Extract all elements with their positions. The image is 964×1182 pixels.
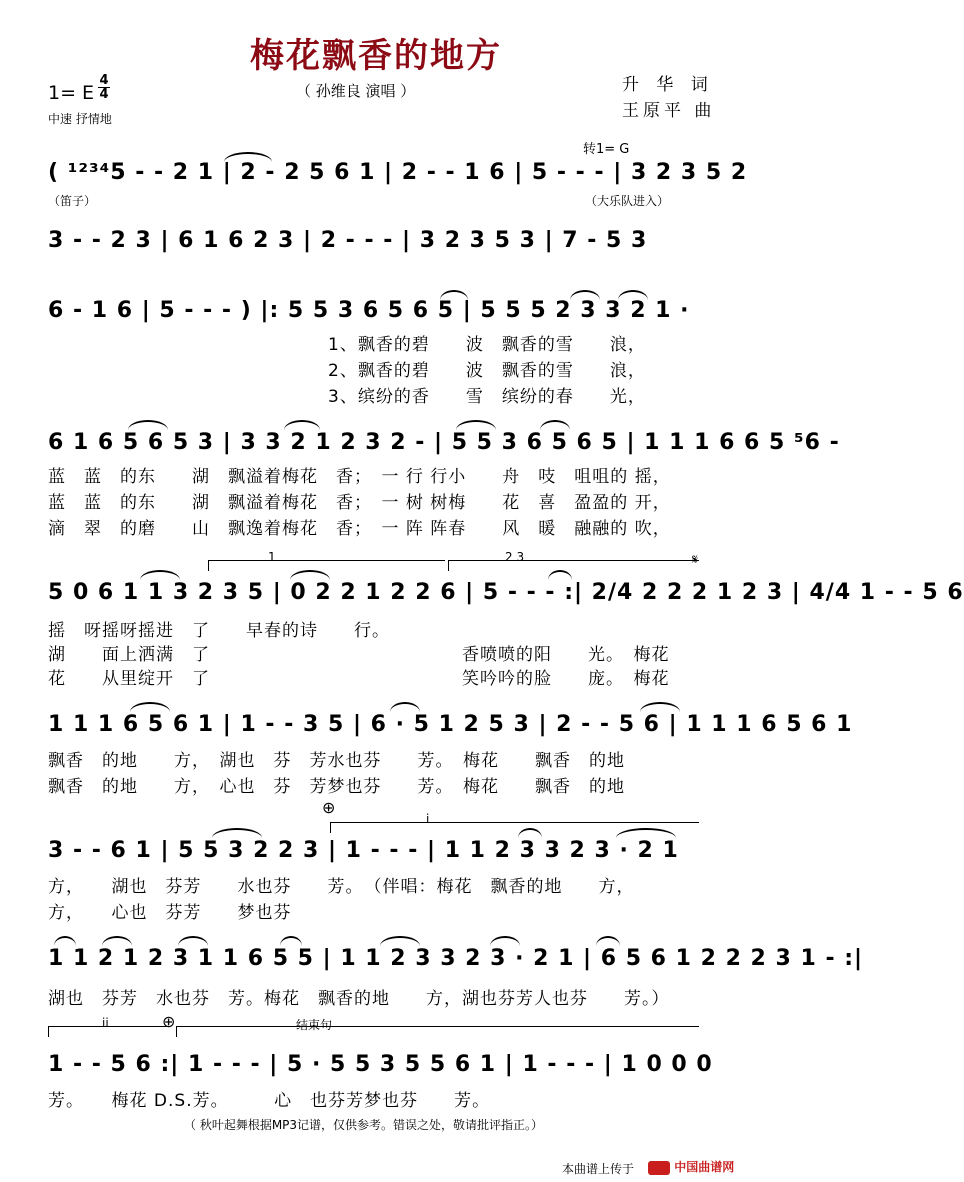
score-row-4: 6 1 6 5 6 5 3 | 3 3 2 1 2 3 2 - | 5 5 3 6 5 6 5 | 1 1 1 6 6 5 ⁵6 - [48, 430, 840, 455]
segno-icon: 𝄋 [692, 552, 699, 568]
site-logo [648, 1158, 734, 1175]
lyric-line: 方， 湖也 芬芳 水也芬 芳。 （伴唱：梅花 飘香的地 方， [48, 877, 635, 897]
slur [284, 420, 320, 430]
tempo-marking: 中速 抒情地 [48, 112, 112, 126]
slur [178, 936, 208, 946]
score-row-5: 5 0 6 1 1 3 2 3 5 | 0 2 2 1 2 2 6 | 5 - - - :| 2/4 2 2 2 1 2 3 | 4/4 1 - - 5 6 [48, 580, 964, 605]
slur [280, 936, 302, 946]
upload-note: 本曲谱上传于 [562, 1162, 635, 1176]
ending-bracket [176, 1026, 699, 1037]
lyric-line: 芳。 梅花 D.S.芳。 心 也芬芳梦也芬 芳。 [48, 1091, 491, 1111]
flute-note: （笛子） [48, 194, 97, 208]
composer-credit: 王原平 曲 [622, 101, 716, 121]
volta-label-ii: ii [102, 1016, 109, 1030]
lyric-line: 蓝 蓝 的东 湖 飘溢着梅花 香； 一 树 树梅 花 喜 盈盈的 开， [48, 493, 671, 513]
slur [212, 828, 262, 838]
slur [102, 936, 132, 946]
coda-icon: ⊕ [162, 1012, 176, 1031]
key-signature: 1= E [48, 82, 95, 104]
time-sig-numerator: 4 [99, 73, 109, 88]
score-row-2: 3 - - 2 3 | 6 1 6 2 3 | 2 - - - | 3 2 3 5 3 | 7 - 5 3 [48, 228, 648, 253]
score-row-9: 1 - - 5 6 :| 1 - - - | 5 · 5 5 3 5 5 6 1 | 1 - - - | 1 0 0 0 [48, 1052, 713, 1077]
volta-label-23: 2 3 [505, 550, 525, 564]
lyric-line: 1、飘香的碧 波 飘香的雪 浪， [328, 335, 646, 355]
lyric-line: 2、飘香的碧 波 飘香的雪 浪， [328, 361, 646, 381]
slur [440, 290, 468, 300]
lyric-line: 蓝 蓝 的东 湖 飘溢着梅花 香； 一 行 行小 舟 吱 咀咀的 摇， [48, 467, 671, 487]
band-note: （大乐队进入） [585, 194, 670, 208]
volta-bracket-1 [208, 560, 445, 571]
slur [390, 702, 420, 712]
slur [618, 290, 648, 300]
volta-label-i: i [426, 812, 430, 826]
slur [548, 570, 572, 580]
lyric-line: 方， 心也 芬芳 梦也芬 [48, 903, 292, 923]
lyric-line: 湖也 芬芳 水也芬 芳。梅花 飘香的地 方，湖也芬芳人也芬 芳。） [48, 989, 670, 1009]
score-row-7: 3 - - 6 1 | 5 5 3 2 2 3 | 1 - - - | 1 1 2 3 3 2 3 · 2 1 [48, 838, 679, 863]
song-title: 梅花飘香的地方 [250, 36, 502, 76]
time-sig-denominator: 4 [99, 87, 109, 102]
score-row-1: ( ¹²³⁴5 - - 2 1 | 2 - 2 5 6 1 | 2 - - 1 6 | 5 - - - | 3 2 3 5 2 [48, 160, 748, 185]
lyric-line: 花 从里绽开 了 笑吟吟的脸 庞。 梅花 [48, 669, 670, 689]
slur [54, 936, 76, 946]
slur [290, 570, 330, 580]
lyric-line: 摇 呀摇呀摇进 了 早春的诗 行。 [48, 621, 390, 641]
volta-label-1: 1 [268, 550, 276, 564]
lyric-line: 飘香 的地 方， 湖也 芬 芳水也芬 芳。 梅花 飘香 的地 [48, 751, 625, 771]
slur [140, 570, 180, 580]
slur [570, 290, 600, 300]
slur [130, 702, 170, 712]
lyric-line: 3、缤纷的香 雪 缤纷的春 光， [328, 387, 646, 407]
site-logo-icon [648, 1161, 670, 1175]
ending-label: 结束句 [296, 1018, 333, 1032]
lyric-line: 滴 翠 的磨 山 飘逸着梅花 香； 一 阵 阵春 风 暖 融融的 吹， [48, 519, 671, 539]
score-row-6: 1 1 1 6 5 6 1 | 1 - - 3 5 | 6 · 5 1 2 5 3 | 2 - - 5 6 | 1 1 1 6 5 6 1 [48, 712, 853, 737]
slur [380, 936, 420, 946]
slur [456, 420, 496, 430]
slur [490, 936, 520, 946]
lyricist-credit: 升 华 词 [622, 75, 714, 95]
slur [540, 420, 570, 430]
time-signature [98, 74, 110, 101]
modulation-mark: 转1= G [583, 142, 630, 157]
singer-credit: （ 孙维良 演唱 ） [296, 82, 416, 100]
lyric-line: 湖 面上洒满 了 香喷喷的阳 光。 梅花 [48, 645, 670, 665]
score-row-3: 6 - 1 6 | 5 - - - ) |: 5 5 3 6 5 6 5 | 5 5 5 2 3 3 2 1 · [48, 298, 690, 323]
slur [640, 702, 680, 712]
score-row-8: 1 1 2 1 2 3 1 1 6 5 5 | 1 1 2 3 3 2 3 · 2 1 | 6 5 6 1 2 2 2 3 1 - :| [48, 946, 864, 971]
footnote: （ 秋叶起舞根据MP3记谱，仅供参考。错误之处，敬请批评指正。） [184, 1118, 544, 1132]
slur [224, 152, 272, 162]
coda-icon: ⊕ [322, 798, 336, 817]
slur [128, 420, 168, 430]
volta-bracket-23 [448, 560, 699, 571]
slur [596, 936, 620, 946]
site-name: 中国曲谱网 [674, 1160, 735, 1174]
lyric-line: 飘香 的地 方， 心也 芬 芳梦也芬 芳。 梅花 飘香 的地 [48, 777, 625, 797]
